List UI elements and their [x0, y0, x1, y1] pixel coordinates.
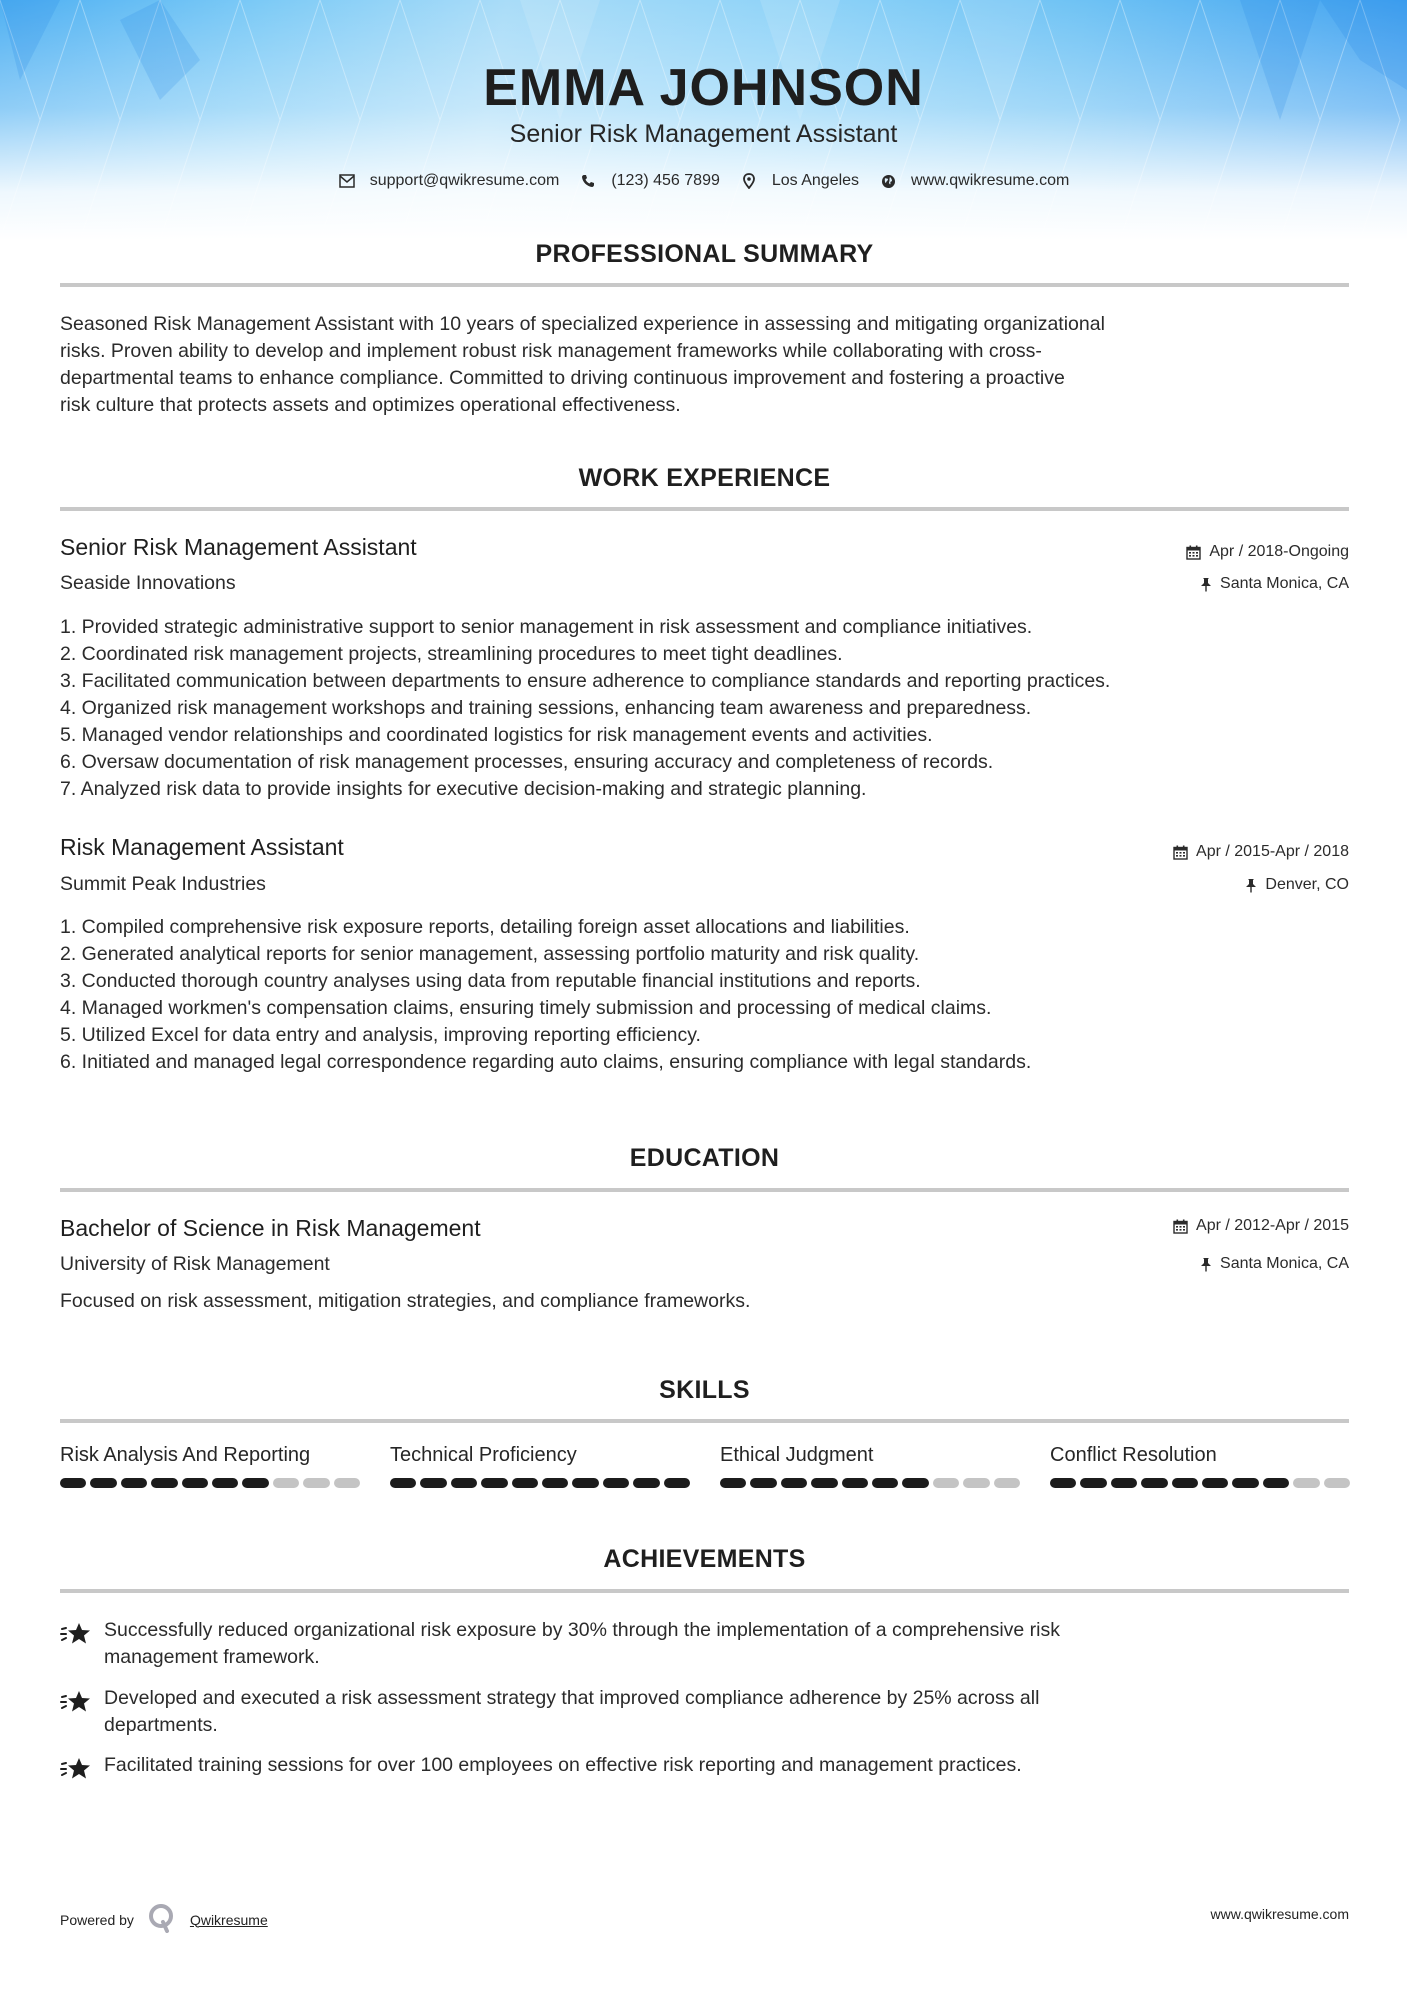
skill-segment-filled	[451, 1478, 477, 1488]
education-location	[1200, 1255, 1349, 1273]
pushpin-icon	[1200, 1257, 1212, 1272]
skill-segment-filled	[481, 1478, 507, 1488]
experience-divider	[60, 507, 1349, 511]
skill-rating-bar	[1050, 1478, 1350, 1488]
skill-segment-filled	[182, 1478, 208, 1488]
duty-item: 2. Generated analytical reports for senior management, assessing portfolio maturity and risk quality.	[60, 943, 920, 965]
skill-segment-filled	[1232, 1478, 1258, 1488]
skill-segment-filled	[572, 1478, 598, 1488]
job-location	[1245, 876, 1349, 894]
skills-divider	[60, 1419, 1349, 1423]
skill-label: Risk Analysis And Reporting	[60, 1444, 311, 1466]
contact-location-text: Los Angeles	[771, 172, 860, 189]
skill-segment-filled	[720, 1478, 746, 1488]
job-dates-text: Apr / 2018-Ongoing	[1209, 543, 1349, 560]
education-location-text: Santa Monica, CA	[1220, 1255, 1349, 1272]
skill-segment-filled	[1172, 1478, 1198, 1488]
skill-segment-filled	[1202, 1478, 1228, 1488]
duty-item: 4. Organized risk management workshops and training sessions, enhancing team awareness and preparedness.	[60, 697, 1032, 719]
job-title: Senior Risk Management Assistant	[60, 534, 417, 560]
skill-segment-filled	[1111, 1478, 1137, 1488]
skill-segment-empty	[933, 1478, 959, 1488]
skill-label: Ethical Judgment	[720, 1444, 874, 1466]
skills-grid	[60, 1444, 1349, 1488]
skill-segment-empty	[334, 1478, 360, 1488]
resume-header	[0, 0, 1407, 240]
contact-website-text: www.qwikresume.com	[911, 172, 1070, 189]
calendar-icon	[1173, 1219, 1188, 1234]
skill-item	[390, 1444, 690, 1488]
job-company: Summit Peak Industries	[60, 873, 266, 895]
contact-website[interactable]	[879, 172, 1069, 190]
job-location	[1200, 575, 1349, 593]
skill-label: Technical Proficiency	[390, 1444, 577, 1466]
summary-line: departmental teams to enhance compliance. Committed to driving continuous improvement and fostering a proactive	[60, 367, 1065, 389]
candidate-title: Senior Risk Management Assistant	[509, 120, 898, 148]
skills-heading: SKILLS	[659, 1376, 750, 1404]
powered-by-label: Powered by	[60, 1911, 134, 1928]
contact-phone-text: (123) 456 7899	[611, 172, 720, 189]
summary-line: risk culture that protects assets and optimizes operational effectiveness.	[60, 394, 681, 416]
skill-segment-empty	[1293, 1478, 1319, 1488]
contact-email-text: support@qwikresume.com	[369, 172, 560, 189]
phone-icon	[579, 172, 597, 190]
achievements-heading: ACHIEVEMENTS	[603, 1545, 806, 1573]
achievement-text: Successfully reduced organizational risk exposure by 30% through the implementation of a comprehensive risk	[104, 1619, 1061, 1641]
skill-segment-filled	[90, 1478, 116, 1488]
candidate-name: EMMA JOHNSON	[483, 59, 924, 117]
skill-item	[1050, 1444, 1350, 1488]
skill-segment-empty	[963, 1478, 989, 1488]
duty-item: 4. Managed workmen's compensation claims, ensuring timely submission and processing of medical claims.	[60, 997, 992, 1019]
summary-line: risks. Proven ability to develop and implement robust risk management frameworks while collaborating with cross-	[60, 340, 1042, 362]
summary-text	[60, 311, 1350, 419]
shooting-star-icon	[60, 1685, 104, 1739]
job-duties-list	[60, 614, 1360, 803]
skill-segment-empty	[994, 1478, 1020, 1488]
skill-rating-bar	[390, 1478, 690, 1488]
achievement-item	[60, 1617, 1350, 1671]
contact-location	[740, 172, 859, 190]
job-location-text: Denver, CO	[1265, 876, 1349, 893]
education-dates	[1173, 1217, 1349, 1235]
skill-segment-filled	[633, 1478, 659, 1488]
shooting-star-icon	[60, 1617, 104, 1671]
education-school: University of Risk Management	[60, 1253, 330, 1275]
qwikresume-logo-icon	[148, 1903, 176, 1936]
skill-segment-filled	[121, 1478, 147, 1488]
skill-segment-filled	[1263, 1478, 1289, 1488]
skill-segment-filled	[420, 1478, 446, 1488]
duty-item: 6. Initiated and managed legal correspondence regarding auto claims, ensuring compliance with legal standards.	[60, 1051, 1032, 1073]
skill-segment-filled	[1080, 1478, 1106, 1488]
skill-rating-bar	[720, 1478, 1020, 1488]
job-company: Seaside Innovations	[60, 572, 236, 594]
skill-segment-filled	[781, 1478, 807, 1488]
job-dates	[1186, 543, 1349, 561]
skill-item	[720, 1444, 1020, 1488]
achievement-text: Facilitated training sessions for over 100 employees on effective risk reporting and management practices.	[104, 1754, 1022, 1776]
skill-segment-filled	[872, 1478, 898, 1488]
duty-item: 1. Compiled comprehensive risk exposure reports, detailing foreign asset allocations and liabilities.	[60, 916, 910, 938]
achievements-divider	[60, 1589, 1349, 1593]
summary-heading: PROFESSIONAL SUMMARY	[535, 240, 874, 268]
duty-item: 5. Managed vendor relationships and coordinated logistics for risk management events and activities.	[60, 724, 933, 746]
job-title: Risk Management Assistant	[60, 834, 344, 860]
achievement-text: management framework.	[104, 1646, 320, 1668]
duty-item: 1. Provided strategic administrative support to senior management in risk assessment and compliance initiatives.	[60, 616, 1033, 638]
duty-item: 7. Analyzed risk data to provide insights for executive decision-making and strategic planning.	[60, 778, 867, 800]
map-marker-icon	[740, 172, 758, 190]
pushpin-icon	[1200, 577, 1212, 592]
skill-item	[60, 1444, 360, 1488]
job-duties-list	[60, 914, 1360, 1076]
summary-line: Seasoned Risk Management Assistant with 10 years of specialized experience in assessing and mitigating organizational	[60, 313, 1105, 335]
job-location-text: Santa Monica, CA	[1220, 575, 1349, 592]
contact-email[interactable]	[338, 172, 560, 190]
skill-segment-filled	[512, 1478, 538, 1488]
skill-segment-filled	[60, 1478, 86, 1488]
envelope-icon	[338, 172, 356, 190]
footer-website[interactable]: www.qwikresume.com	[1210, 1906, 1349, 1922]
contact-bar	[0, 172, 1407, 190]
skill-segment-filled	[603, 1478, 629, 1488]
calendar-icon	[1186, 545, 1201, 560]
skill-segment-filled	[1141, 1478, 1167, 1488]
skill-segment-filled	[811, 1478, 837, 1488]
skill-label: Conflict Resolution	[1050, 1444, 1217, 1466]
skill-segment-filled	[902, 1478, 928, 1488]
education-divider	[60, 1188, 1349, 1192]
education-dates-text: Apr / 2012-Apr / 2015	[1196, 1217, 1349, 1234]
skill-segment-filled	[212, 1478, 238, 1488]
achievement-text: Developed and executed a risk assessment strategy that improved compliance adherence by 25% across all	[104, 1687, 1040, 1709]
skill-segment-filled	[151, 1478, 177, 1488]
achievement-item	[60, 1752, 1350, 1787]
skill-segment-filled	[542, 1478, 568, 1488]
skill-segment-filled	[664, 1478, 690, 1488]
skill-segment-filled	[750, 1478, 776, 1488]
shooting-star-icon	[60, 1752, 104, 1787]
duty-item: 3. Facilitated communication between departments to ensure adherence to compliance standards and reporting practices.	[60, 670, 1111, 692]
calendar-icon	[1173, 845, 1188, 860]
skill-segment-empty	[1324, 1478, 1350, 1488]
skill-segment-filled	[390, 1478, 416, 1488]
contact-phone[interactable]	[579, 172, 720, 190]
education-heading: EDUCATION	[629, 1144, 780, 1172]
job-dates-text: Apr / 2015-Apr / 2018	[1196, 843, 1349, 860]
achievement-text: departments.	[104, 1714, 218, 1736]
experience-heading: WORK EXPERIENCE	[578, 464, 831, 492]
skill-segment-filled	[242, 1478, 268, 1488]
duty-item: 6. Oversaw documentation of risk management processes, ensuring accuracy and completeness of records.	[60, 751, 994, 773]
skill-segment-filled	[1050, 1478, 1076, 1488]
education-degree: Bachelor of Science in Risk Management	[60, 1215, 481, 1241]
duty-item: 5. Utilized Excel for data entry and analysis, improving reporting efficiency.	[60, 1024, 701, 1046]
footer-powered-by	[60, 1903, 268, 1936]
skill-segment-empty	[303, 1478, 329, 1488]
globe-icon	[879, 172, 897, 190]
qwikresume-link[interactable]: Qwikresume	[189, 1911, 268, 1928]
duty-item: 2. Coordinated risk management projects, streamlining procedures to meet tight deadlines.	[60, 643, 843, 665]
duty-item: 3. Conducted thorough country analyses using data from reputable financial institutions and reports.	[60, 970, 921, 992]
skill-segment-empty	[273, 1478, 299, 1488]
skill-segment-filled	[842, 1478, 868, 1488]
job-dates	[1173, 843, 1349, 861]
pushpin-icon	[1245, 878, 1257, 893]
skill-rating-bar	[60, 1478, 360, 1488]
summary-divider	[60, 283, 1349, 287]
education-description: Focused on risk assessment, mitigation strategies, and compliance frameworks.	[60, 1290, 751, 1312]
achievement-item	[60, 1685, 1350, 1739]
